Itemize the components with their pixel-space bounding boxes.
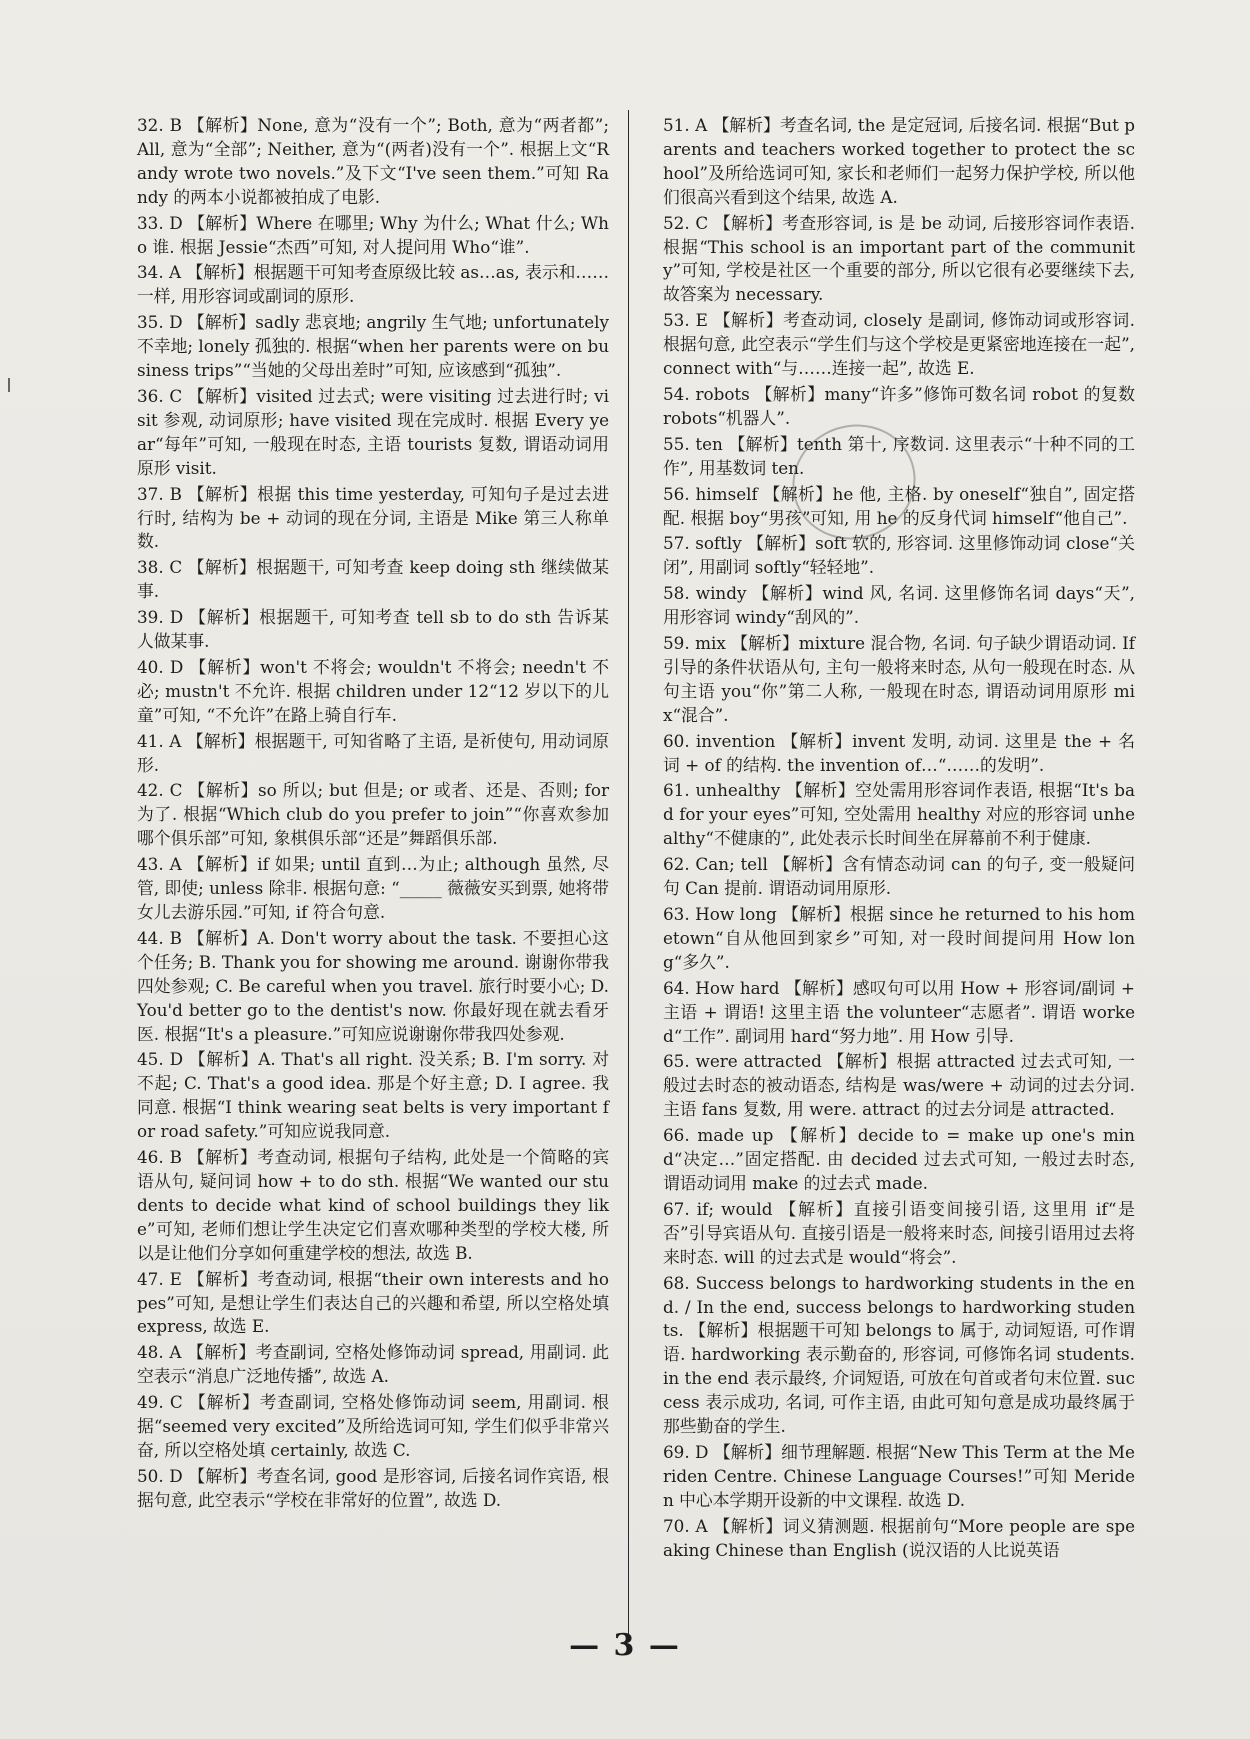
answer-item: 45. D 【解析】A. That's all right. 没关系; B. I'm sorry. 对不起; C. That's a good idea. 那是个好主意; D. I agree. 我同意. 根据“I think wearing seat belts is very important for road safety.”可知应说我同意.: [137, 1049, 609, 1142]
left-column: [137, 114, 609, 1515]
answer-item: 37. B 【解析】根据 this time yesterday, 可知句子是过去进行时, 结构为 be + 动词的现在分词, 主语是 Mike 第三人称单数.: [137, 483, 609, 552]
answer-item: 40. D 【解析】won't 不将会; wouldn't 不将会; needn't 不必; mustn't 不允许. 根据 children under 12“12 岁以下的儿童”可知, “不允许”在路上骑自行车.: [137, 656, 609, 725]
answer-item: 68. Success belongs to hardworking students in the end. / In the end, success belongs to hardworking students. 【解析】根据题干可知 belongs to 属于, 动词短语, 可作谓语. hardworking 表示勤奋的, 形容词, 可修饰名词 students. in the end 表示最终, 介词短语, 可放在句首或者句末位置. success 表示成功, 名词, 可作主语, 由此可知句意是成功最终属于那些勤奋的学生.: [663, 1272, 1135, 1437]
answer-item: 44. B 【解析】A. Don't worry about the task. 不要担心这个任务; B. Thank you for showing me around. 谢谢你带我四处参观; C. Be careful when you travel. 旅行时要小心; D. You'd better go to the dentist's now. 你最好现在就去看牙医. 根据“It's a pleasure.”可知应说谢谢你带我四处参观.: [137, 927, 609, 1044]
answer-item: 42. C 【解析】so 所以; but 但是; or 或者、还是、否则; for 为了. 根据“Which club do you prefer to join”“你喜欢参加哪个俱乐部”可知, 象棋俱乐部“还是”舞蹈俱乐部.: [137, 780, 609, 849]
answer-item: 47. E 【解析】考查动词, 根据“their own interests and hopes”可知, 是想让学生们表达自己的兴趣和希望, 所以空格处填 express, 故选 E.: [137, 1268, 609, 1337]
binding-edge-mark: [8, 378, 20, 392]
answer-item: 54. robots 【解析】many“许多”修饰可数名词 robot 的复数 robots“机器人”.: [663, 383, 1135, 428]
answer-item: 48. A 【解析】考查副词, 空格处修饰动词 spread, 用副词. 此空表示“消息广泛地传播”, 故选 A.: [137, 1342, 609, 1387]
answer-item: 49. C 【解析】考查副词, 空格处修饰动词 seem, 用副词. 根据“seemed very excited”及所给选词可知, 学生们似乎非常兴奋, 所以空格处填 certainly, 故选 C.: [137, 1392, 609, 1460]
answer-item: 69. D 【解析】细节理解题. 根据“New This Term at the Meriden Centre. Chinese Language Courses!”可知 Meriden 中心本学期开设新的中文课程. 故选 D.: [663, 1441, 1135, 1510]
answer-item: 33. D 【解析】Where 在哪里; Why 为什么; What 什么; Who 谁. 根据 Jessie“杰西”可知, 对人提问用 Who“谁”.: [137, 212, 609, 257]
answer-item: 41. A 【解析】根据题干, 可知省略了主语, 是祈使句, 用动词原形.: [137, 730, 609, 775]
answer-item: 70. A 【解析】词义猜测题. 根据前句“More people are speaking Chinese than English (说汉语的人比说英语: [663, 1515, 1135, 1560]
page-number: — 3 —: [569, 1628, 681, 1663]
answer-item: 56. himself 【解析】he 他, 主格. by oneself“独自”, 固定搭配. 根据 boy“男孩”可知, 用 he 的反身代词 himself“他自己”.: [663, 483, 1135, 528]
right-column: [663, 114, 1135, 1564]
answer-item: 52. C 【解析】考查形容词, is 是 be 动词, 后接形容词作表语. 根据“This school is an important part of the community”可知, 学校是社区一个重要的部分, 所以它很有必要继续下去, 故答案为 necessary.: [663, 212, 1135, 305]
answer-item: 63. How long 【解析】根据 since he returned to his hometown“自从他回到家乡”可知, 对一段时间提问用 How long“多久”.: [663, 904, 1135, 972]
answer-item: 51. A 【解析】考查名词, the 是定冠词, 后接名词. 根据“But parents and teachers worked together to protect the school”及所给选词可知, 家长和老师们一起努力保护学校, 所以他们很高兴看到这个结果, 故选 A.: [663, 115, 1135, 207]
answer-item: 35. D 【解析】sadly 悲哀地; angrily 生气地; unfortunately 不幸地; lonely 孤独的. 根据“when her parents were on business trips”“当她的父母出差时”可知, 应该感到“孤独”.: [137, 312, 609, 381]
answer-item: 66. made up 【解析】decide to = make up one's mind“决定…”固定搭配. 由 decided 过去式可知, 一般过去时态, 谓语动词用 make 的过去式 made.: [663, 1125, 1135, 1193]
answer-item: 61. unhealthy 【解析】空处需用形容词作表语, 根据“It's bad for your eyes”可知, 空处需用 healthy 对应的形容词 unhealthy“不健康的”, 此处表示长时间坐在屏幕前不利于健康.: [663, 780, 1135, 849]
answer-item: 38. C 【解析】根据题干, 可知考查 keep doing sth 继续做某事.: [137, 557, 609, 602]
answer-item: 57. softly 【解析】soft 软的, 形容词. 这里修饰动词 close“关闭”, 用副词 softly“轻轻地”.: [663, 533, 1135, 578]
answer-item: 60. invention 【解析】invent 发明, 动词. 这里是 the + 名词 + of 的结构. the invention of…“……的发明”.: [663, 730, 1135, 775]
answer-item: 58. windy 【解析】wind 风, 名词. 这里修饰名词 days“天”, 用形容词 windy“刮风的”.: [663, 583, 1135, 628]
answer-item: 67. if; would 【解析】直接引语变间接引语, 这里用 if“是否”引导宾语从句. 直接引语是一般将来时态, 间接引语用过去将来时态. will 的过去式是 would“将会”.: [663, 1198, 1135, 1267]
answer-item: 46. B 【解析】考查动词, 根据句子结构, 此处是一个简略的宾语从句, 疑问词 how + to do sth. 根据“We wanted our students to decide what kind of school buildings they like”可知, 老师们想让学生决定它们喜欢哪种类型的学校大楼, 所以是让他们分享如何重建学校的想法, 故选 B.: [137, 1147, 609, 1263]
answer-item: 55. ten 【解析】tenth 第十, 序数词. 这里表示“十种不同的工作”, 用基数词 ten.: [663, 433, 1135, 478]
answer-item: 34. A 【解析】根据题干可知考查原级比较 as…as, 表示和……一样, 用形容词或副词的原形.: [137, 262, 609, 307]
answer-item: 36. C 【解析】visited 过去式; were visiting 过去进行时; visit 参观, 动词原形; have visited 现在完成时. 根据 Every year“每年”可知, 一般现在时态, 主语 tourists 复数, 谓语动词用原形 visit.: [137, 385, 609, 478]
answer-item: 43. A 【解析】if 如果; until 直到…为止; although 虽然, 尽管, 即使; unless 除非. 根据句意: “_____ 薇薇安买到票, 她将带女儿去游乐园.”可知, if 符合句意.: [137, 854, 609, 922]
column-divider: [628, 110, 629, 1635]
answer-item: 53. E 【解析】考查动词, closely 是副词, 修饰动词或形容词. 根据句意, 此空表示“学生们与这个学校是更紧密地连接在一起”, connect with“与……连接一起”, 故选 E.: [663, 310, 1135, 379]
answer-item: 59. mix 【解析】mixture 混合物, 名词. 句子缺少谓语动词. If 引导的条件状语从句, 主句一般将来时态, 从句一般现在时态. 从句主语 you“你”第二人称, 一般现在时态, 谓语动词用原形 mix“混合”.: [663, 633, 1135, 725]
answer-item: 39. D 【解析】根据题干, 可知考查 tell sb to do sth 告诉某人做某事.: [137, 607, 609, 652]
answer-item: 65. were attracted 【解析】根据 attracted 过去式可知, 一般过去时态的被动语态, 结构是 was/were + 动词的过去分词. 主语 fans 复数, 用 were. attract 的过去分词是 attracted.: [663, 1051, 1135, 1120]
answer-item: 62. Can; tell 【解析】含有情态动词 can 的句子, 变一般疑问句 Can 提前. 谓语动词用原形.: [663, 854, 1135, 899]
answer-item: 64. How hard 【解析】感叹句可以用 How + 形容词/副词 + 主语 + 谓语! 这里主语 the volunteer“志愿者”. 谓语 worked“工作”. 副词用 hard“努力地”. 用 How 引导.: [663, 977, 1135, 1046]
answer-item: 32. B 【解析】None, 意为“没有一个”; Both, 意为“两者都”; All, 意为“全部”; Neither, 意为“(两者)没有一个”. 根据上文“Randy wrote two novels.”及下文“I've seen them.”可知 Randy 的两本小说都被拍成了电影.: [137, 115, 609, 207]
answer-item: 50. D 【解析】考查名词, good 是形容词, 后接名词作宾语, 根据句意, 此空表示“学校在非常好的位置”, 故选 D.: [137, 1465, 609, 1510]
